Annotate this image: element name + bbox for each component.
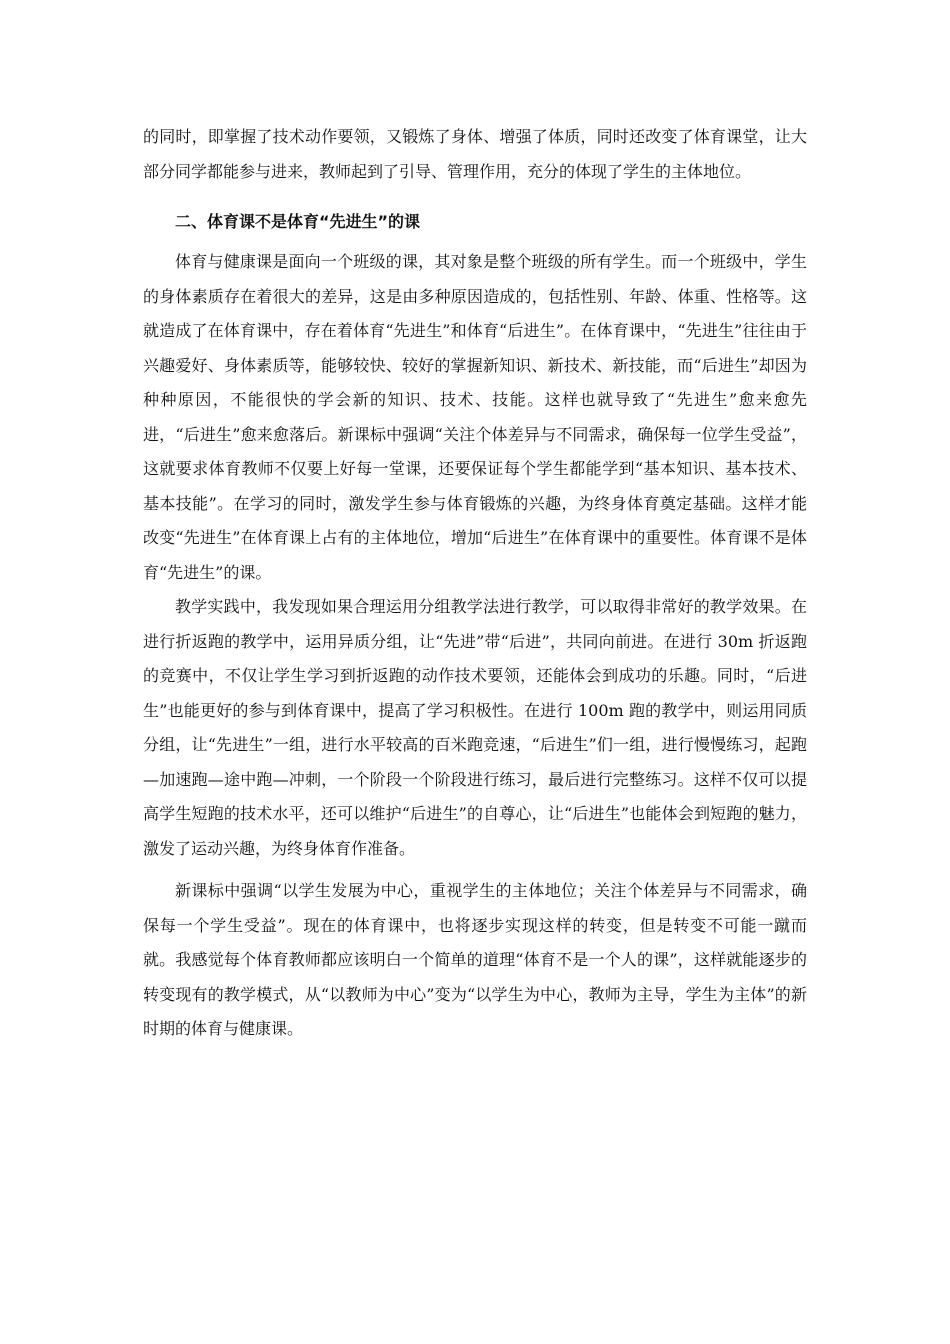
spacer <box>143 866 807 874</box>
section-heading: 二、体育课不是体育“先进生”的课 <box>175 212 421 231</box>
paragraph-body-2: 教学实践中，我发现如果合理运用分组教学法进行教学，可以取得非常好的教学效果。在进行折返跑的教学中，运用异质分组，让“先进”带“后进”，共同向前进。在进行 30m 折返跑的竞赛中，不仅让学生学习到折返跑的动作技术要领，还能体会到成功的乐趣。同时，“后进生”也能更好的参与到体育课中，提高了学习积极性。在进行 100m 跑的教学中，则运用同质分组，让“先进生”一组，进行水平较高的百米跑竞速，“后进生”们一组，进行慢慢练习，起跑—加速跑—途中跑—冲刺，一个阶段一个阶段进行练习，最后进行完整练习。这样不仅可以提高学生短跑的技术水平，还可以维护“后进生”的自尊心，让“后进生”也能体会到短跑的魅力，激发了运动兴趣，为终身体育作准备。 <box>143 597 807 858</box>
paragraph-body-1: 体育与健康课是面向一个班级的课，其对象是整个班级的所有学生。而一个班级中，学生的身体素质存在着很大的差异，这是由多种原因造成的，包括性别、年龄、体重、性格等。这就造成了在体育课中，存在着体育“先进生”和体育“后进生”。在体育课中，“先进生”往往由于兴趣爱好、身体素质等，能够较快、较好的掌握新知识、新技术、新技能，而“后进生”却因为种种原因，不能很快的学会新的知识、技术、技能。这样也就导致了“先进生”愈来愈先进，“后进生”愈来愈落后。新课标中强调“关注个体差异与不同需求，确保每一位学生受益”，这就要求体育教师不仅要上好每一堂课，还要保证每个学生都能学到“基本知识、基本技术、基本技能”。在学习的同时，激发学生参与体育锻炼的兴趣，为终身体育奠定基础。这样才能改变“先进生”在体育课上占有的主体地位，增加“后进生”在体育课中的重要性。体育课不是体育“先进生”的课。 <box>143 252 807 582</box>
spacer <box>143 189 807 197</box>
paragraph-body-3: 新课标中强调“以学生发展为中心，重视学生的主体地位；关注个体差异与不同需求，确保每一个学生受益”。现在的体育课中，也将逐步实现这样的转变，但是转变不可能一蹴而就。我感觉每个体育教师都应该明白一个简单的道理“体育不是一个人的课”，这样就能逐步的转变现有的教学模式，从“以教师为中心”变为“以学生为中心，教师为主导，学生为主体”的新时期的体育与健康课。 <box>143 881 807 1038</box>
document-page <box>143 120 807 1047</box>
paragraph-continued: 的同时，即掌握了技术动作要领，又锻炼了身体、增强了体质，同时还改变了体育课堂，让大部分同学都能参与进来，教师起到了引导、管理作用，充分的体现了学生的主体地位。 <box>143 127 807 181</box>
